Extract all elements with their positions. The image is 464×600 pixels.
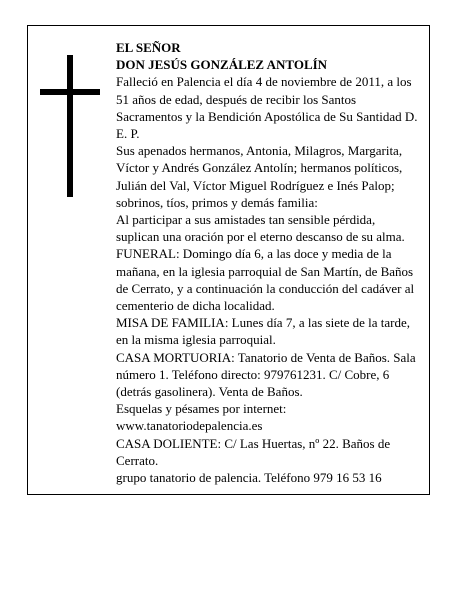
cross-vertical-bar <box>67 55 73 197</box>
family-mass-details: MISA DE FAMILIA: Lunes día 7, a las siete de la tarde, en la misma iglesia parroquial. <box>116 315 410 348</box>
title-line-2: DON JESÚS GONZÁLEZ ANTOLÍN <box>116 57 328 73</box>
funeral-home-details: CASA MORTUORIA: Tanatorio de Venta de Baños. Sala número 1. Teléfono directo: 979761231. C/ Cobre, 6 (detrás gasolinera). Venta de Baños. <box>116 349 416 400</box>
notice-text <box>116 39 421 486</box>
online-condolences: Esquelas y pésames por internet: www.tanatoriodepalencia.es <box>116 401 287 434</box>
family-mourners: Sus apenados hermanos, Antonia, Milagros, Margarita, Víctor y Andrés González Antolín; hermanos políticos, Julián del Val, Víctor Miguel Rodríguez e Inés Palop; sobrinos, tíos, primos y demás familia: <box>116 143 403 210</box>
family-home-address: CASA DOLIENTE: C/ Las Huertas, nº 22. Baños de Cerrato. <box>116 435 391 468</box>
prayer-request: Al participar a sus amistades tan sensible pérdida, suplican una oración por el eterno descanso de su alma. <box>116 212 405 245</box>
funeral-details: FUNERAL: Domingo día 6, a las doce y media de la mañana, en la iglesia parroquial de San Martín, de Baños de Cerrato, y a continuación la conducción del cadáver al cementerio de dicha localidad. <box>116 246 415 314</box>
cross-horizontal-bar <box>40 89 100 95</box>
title-line-1: EL SEÑOR <box>116 40 181 55</box>
funeral-group-contact: grupo tanatorio de palencia. Teléfono 979 16 53 16 <box>116 470 382 486</box>
death-announcement: Falleció en Palencia el día 4 de noviembre de 2011, a los 51 años de edad, después de recibir los Santos Sacramentos y la Bendición Apostólica de Su Santidad D. E. P. <box>116 74 418 142</box>
obituary-notice <box>27 25 430 495</box>
